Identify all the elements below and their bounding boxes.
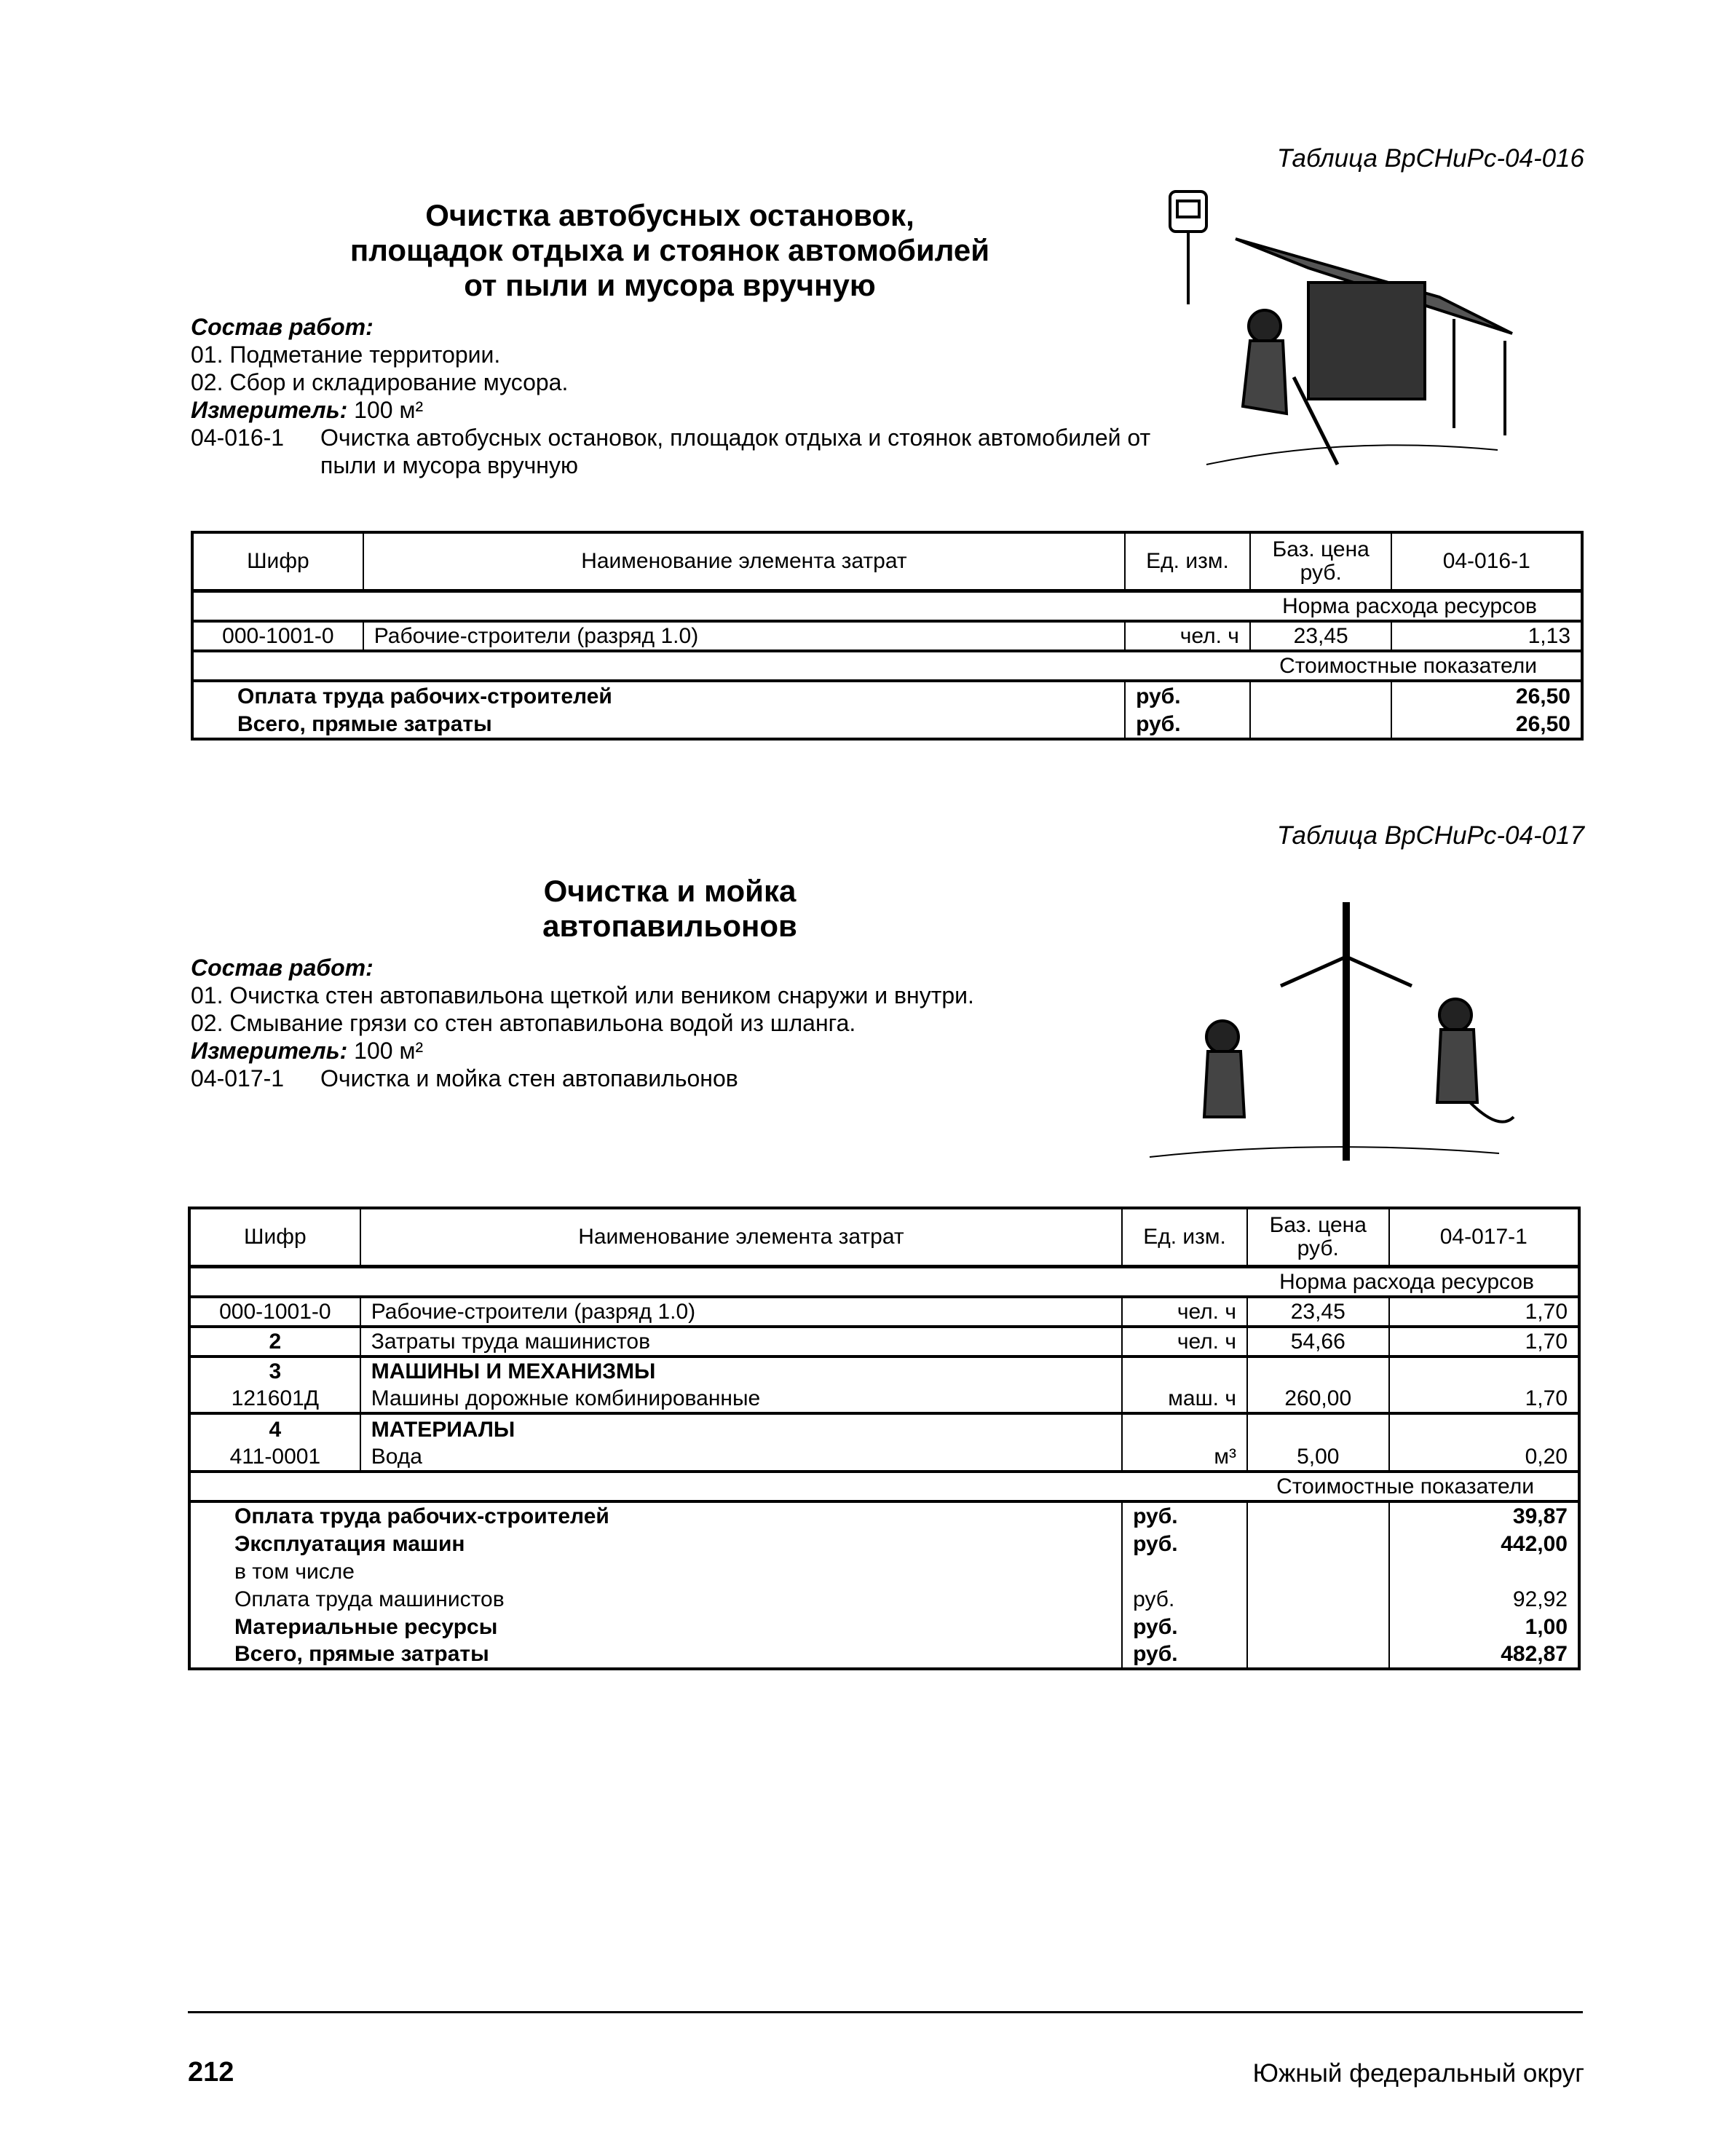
cell-value: 1,70 [1389, 1297, 1579, 1327]
title-line: от пыли и мусора вручную [464, 268, 876, 302]
cell-unit: м³ [1122, 1413, 1247, 1472]
footer-divider [188, 2011, 1583, 2013]
cell-unit: руб. [1125, 681, 1250, 710]
table-row [189, 1585, 1579, 1613]
cell-name: Рабочие-строители (разряд 1.0) [363, 621, 1125, 651]
work-description [191, 313, 1159, 479]
cell-code: 000-1001-0 [192, 621, 363, 651]
title-line: автопавильонов [542, 909, 797, 943]
cost-table-04-016 [191, 531, 1584, 741]
cell-value: 92,92 [1389, 1585, 1579, 1613]
cell-value: 1,00 [1389, 1613, 1579, 1640]
group-code: 4 [269, 1418, 282, 1442]
cell-code: 121601Д [231, 1386, 320, 1410]
page-number: 212 [188, 2057, 234, 2088]
cell-name: Затраты труда машинистов [360, 1327, 1122, 1357]
table-row [192, 681, 1582, 710]
measure-label: Измеритель: [191, 1038, 348, 1064]
cell-unit: руб. [1122, 1501, 1247, 1530]
table-reference: Таблица ВрСНиРс-04-017 [1276, 821, 1584, 850]
header-cell: Баз. цена руб. [1247, 1208, 1389, 1266]
section-title [277, 198, 1063, 303]
table-row [189, 1413, 1579, 1472]
table-row [189, 1613, 1579, 1640]
cell-value: 39,87 [1389, 1501, 1579, 1530]
header-cell: 04-017-1 [1389, 1208, 1579, 1266]
cost-table-04-017 [188, 1207, 1581, 1670]
cell-value: 1,70 [1389, 1357, 1579, 1413]
header-cell: Шифр [189, 1208, 360, 1266]
header-cell: 04-016-1 [1391, 532, 1582, 591]
section-cost: Стоимостные показатели [192, 651, 1582, 681]
cell-unit: руб. [1122, 1613, 1247, 1640]
code-line [191, 424, 1159, 479]
cell-value: 442,00 [1389, 1530, 1579, 1557]
cell-value: 26,50 [1391, 681, 1582, 710]
cell-value: 1,13 [1391, 621, 1582, 651]
code: 04-017-1 [191, 1065, 285, 1091]
cell-name: Машины дорожные комбинированные [371, 1386, 761, 1410]
cell-price: 5,00 [1247, 1413, 1389, 1472]
code-desc: Очистка автобусных остановок, площадок отдыха и стоянок автомобилей от пыли и мусора вручную [320, 425, 1151, 478]
cell-value: 26,50 [1391, 710, 1582, 739]
cell-unit: руб. [1122, 1530, 1247, 1557]
table-row [189, 1297, 1579, 1327]
cell-name: Материальные ресурсы [189, 1613, 1122, 1640]
footer-region: Южный федеральный округ [1252, 2059, 1584, 2088]
work-item: 02. Сбор и складирование мусора. [191, 369, 569, 395]
work-item: 01. Подметание территории. [191, 341, 501, 368]
cell-name: Оплата труда машинистов [189, 1585, 1122, 1613]
cell-code: 411-0001 [229, 1445, 321, 1469]
table-row [189, 1530, 1579, 1557]
cell-name: в том числе [189, 1557, 1122, 1585]
work-item: 01. Очистка стен автопавильона щеткой или веником снаружи и внутри. [191, 982, 974, 1008]
cell-price: 260,00 [1247, 1357, 1389, 1413]
cell-price: 23,45 [1247, 1297, 1389, 1327]
header-cell: Ед. изм. [1125, 532, 1250, 591]
cell-name: Всего, прямые затраты [192, 710, 1125, 739]
measure-value: 100 м² [354, 397, 424, 423]
code-desc: Очистка и мойка стен автопавильонов [320, 1065, 738, 1091]
code-line [191, 1065, 992, 1092]
table-row [189, 1327, 1579, 1357]
header-cell: Ед. изм. [1122, 1208, 1247, 1266]
cell-unit: чел. ч [1122, 1297, 1247, 1327]
work-description [191, 954, 992, 1092]
table-row [192, 710, 1582, 739]
cell-name: Оплата труда рабочих-строителей [189, 1501, 1122, 1530]
header-cell: Шифр [192, 532, 363, 591]
group-code: 3 [269, 1359, 282, 1383]
pavilion-washing-illustration [1135, 899, 1521, 1172]
code: 04-016-1 [191, 425, 285, 451]
header-cell: Наименование элемента затрат [363, 532, 1125, 591]
cell-name: Эксплуатация машин [189, 1530, 1122, 1557]
cell-name: Оплата труда рабочих-строителей [192, 681, 1125, 710]
cell-value: 482,87 [1389, 1640, 1579, 1669]
cell-unit: чел. ч [1122, 1327, 1247, 1357]
work-item: 02. Смывание грязи со стен автопавильона водой из шланга. [191, 1010, 856, 1036]
cell-name: Всего, прямые затраты [189, 1640, 1122, 1669]
cell-unit: руб. [1122, 1640, 1247, 1669]
header-cell: Баз. цена руб. [1250, 532, 1392, 591]
cell-value: 0,20 [1389, 1413, 1579, 1472]
title-line: площадок отдыха и стоянок автомобилей [349, 233, 990, 267]
table-row [192, 621, 1582, 651]
cell-code: 2 [189, 1327, 360, 1357]
measure-value: 100 м² [354, 1038, 424, 1064]
title-line: Очистка и мойка [543, 874, 797, 908]
cell-price: 23,45 [1250, 621, 1392, 651]
cell-name: Вода [371, 1445, 422, 1469]
group-name: МАШИНЫ И МЕХАНИЗМЫ [371, 1359, 656, 1383]
cell-value: 1,70 [1389, 1327, 1579, 1357]
cell-unit: маш. ч [1122, 1357, 1247, 1413]
table-row [189, 1357, 1579, 1413]
sostav-label: Состав работ: [191, 955, 374, 981]
header-cell: Наименование элемента затрат [360, 1208, 1122, 1266]
table-row [189, 1640, 1579, 1669]
sostav-label: Состав работ: [191, 314, 374, 340]
section-norma: Норма расхода ресурсов [192, 591, 1582, 621]
section-title [364, 874, 976, 944]
cell-unit: руб. [1122, 1585, 1247, 1613]
table-reference: Таблица ВрСНиРс-04-016 [1276, 144, 1584, 173]
group-name: МАТЕРИАЛЫ [371, 1418, 515, 1442]
table-row [189, 1501, 1579, 1530]
cell-name: Рабочие-строители (разряд 1.0) [360, 1297, 1122, 1327]
table-row [189, 1557, 1579, 1585]
measure [191, 396, 1159, 424]
title-line: Очистка автобусных остановок, [425, 198, 914, 232]
cell-unit: чел. ч [1125, 621, 1250, 651]
measure-label: Измеритель: [191, 397, 348, 423]
cell-unit: руб. [1125, 710, 1250, 739]
section-cost: Стоимостные показатели [189, 1472, 1579, 1501]
bus-stop-illustration [1163, 188, 1519, 502]
section-norma: Норма расхода ресурсов [189, 1266, 1579, 1297]
cell-code: 000-1001-0 [189, 1297, 360, 1327]
measure [191, 1037, 992, 1065]
cell-price: 54,66 [1247, 1327, 1389, 1357]
